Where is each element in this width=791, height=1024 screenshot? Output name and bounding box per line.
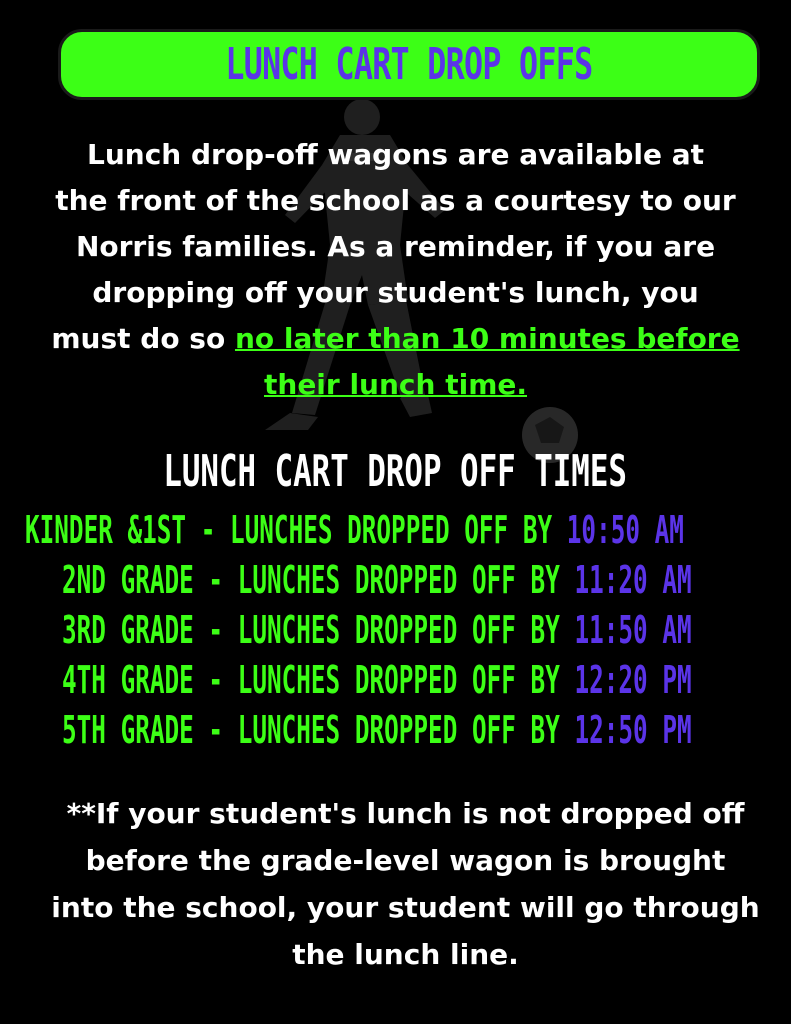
time-row-kinder bbox=[25, 505, 684, 555]
drop-off-time: 11:50 AM bbox=[574, 608, 692, 652]
page-title: LUNCH CART DROP OFFS bbox=[225, 39, 593, 90]
time-row-5th bbox=[62, 705, 692, 755]
intro-text: must do so bbox=[51, 322, 235, 355]
grade-label: 4TH GRADE bbox=[62, 658, 194, 702]
intro-line: Norris families. As a reminder, if you are bbox=[75, 230, 716, 263]
drop-off-time: 12:20 PM bbox=[574, 658, 692, 702]
drop-off-phrase: LUNCHES DROPPED OFF BY bbox=[230, 508, 553, 552]
separator: - bbox=[193, 708, 238, 752]
footer-note bbox=[20, 790, 791, 978]
footer-line: before the grade-level wagon is brought bbox=[85, 844, 726, 877]
intro-line bbox=[28, 316, 763, 362]
deadline-highlight: their lunch time. bbox=[264, 368, 527, 401]
intro-line: dropping off your student's lunch, you bbox=[92, 276, 699, 309]
time-row-2nd bbox=[62, 555, 692, 605]
separator: - bbox=[186, 508, 230, 552]
intro-line: Lunch drop-off wagons are available at bbox=[86, 138, 705, 171]
intro-line: the front of the school as a courtesy to our bbox=[55, 184, 736, 217]
drop-off-phrase: LUNCHES DROPPED OFF BY bbox=[237, 558, 560, 602]
section-heading: LUNCH CART DROP OFF TIMES bbox=[163, 446, 628, 497]
drop-off-phrase: LUNCHES DROPPED OFF BY bbox=[237, 608, 560, 652]
intro-paragraph bbox=[28, 132, 763, 408]
separator: - bbox=[193, 658, 238, 702]
time-row-4th bbox=[62, 655, 692, 705]
drop-off-time: 10:50 AM bbox=[566, 508, 684, 552]
footer-line: the lunch line. bbox=[292, 938, 519, 971]
deadline-highlight: no later than 10 minutes before bbox=[234, 322, 740, 355]
separator: - bbox=[193, 558, 238, 602]
time-row-3rd bbox=[62, 605, 692, 655]
footer-line: into the school, your student will go through bbox=[51, 891, 760, 924]
grade-label: KINDER &1ST bbox=[25, 508, 187, 552]
drop-off-times-heading bbox=[0, 446, 791, 497]
grade-label: 5TH GRADE bbox=[62, 708, 194, 752]
intro-line bbox=[28, 362, 763, 408]
title-banner bbox=[58, 29, 760, 100]
grade-label: 3RD GRADE bbox=[62, 608, 194, 652]
drop-off-time: 12:50 PM bbox=[574, 708, 692, 752]
drop-off-time: 11:20 AM bbox=[574, 558, 692, 602]
drop-off-phrase: LUNCHES DROPPED OFF BY bbox=[237, 658, 560, 702]
drop-off-phrase: LUNCHES DROPPED OFF BY bbox=[237, 708, 560, 752]
grade-label: 2ND GRADE bbox=[62, 558, 194, 602]
footer-line: **If your student's lunch is not dropped off bbox=[66, 797, 745, 830]
separator: - bbox=[193, 608, 238, 652]
